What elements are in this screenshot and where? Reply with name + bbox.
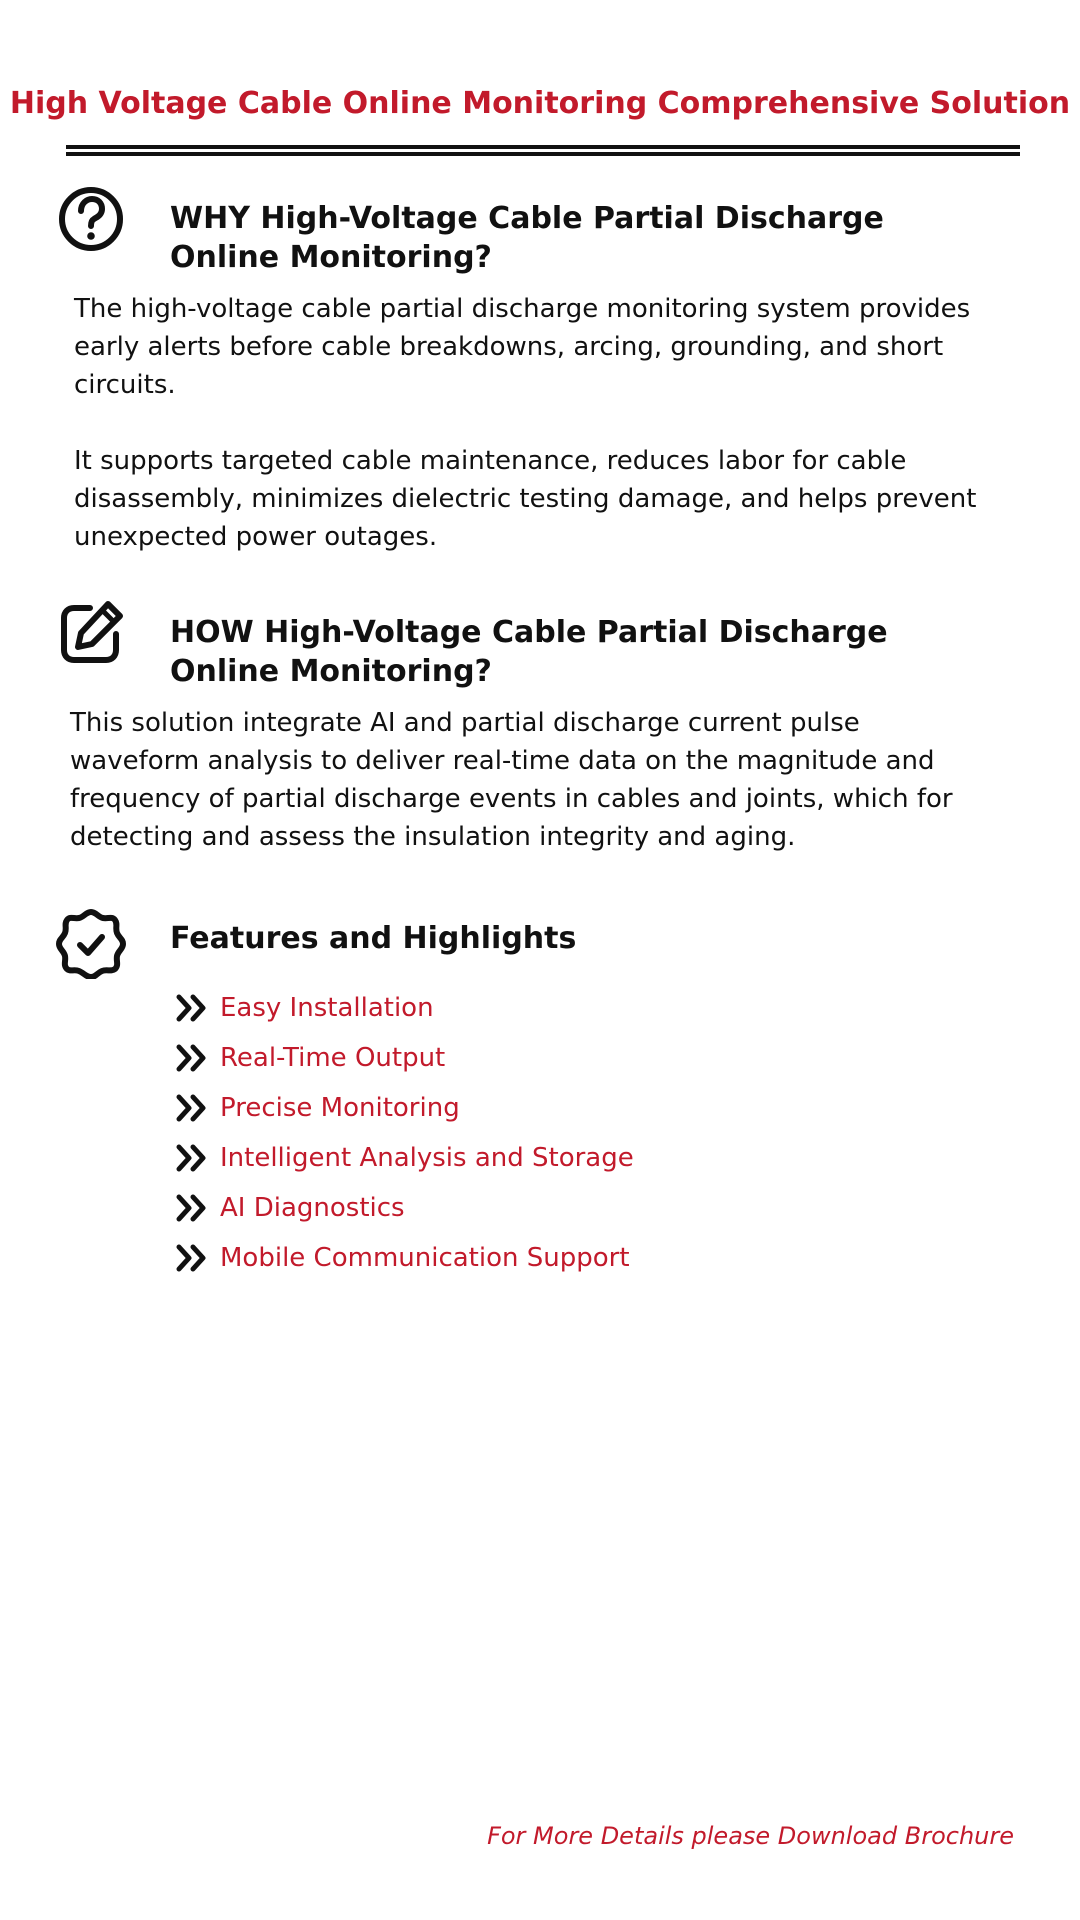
why-paragraph-1: The high-voltage cable partial discharge monitoring system provides early alerts before cable breakdowns, arcing, grounding, and short circuits. <box>74 294 971 400</box>
feature-label: Easy Installation <box>220 993 434 1023</box>
features-list <box>176 983 634 1283</box>
edit-pencil-icon <box>56 598 126 668</box>
double-chevron-right-icon <box>176 993 210 1023</box>
double-chevron-right-icon <box>176 1043 210 1073</box>
feature-item <box>176 983 634 1033</box>
page-title: High Voltage Cable Online Monitoring Comprehensive Solution <box>9 86 1071 121</box>
why-paragraph-2: It supports targeted cable maintenance, reduces labor for cable disassembly, minimizes dielectric testing damage, and helps prevent unexpected power outages. <box>74 446 977 552</box>
download-brochure-link[interactable]: For More Details please Download Brochure <box>487 1822 1014 1850</box>
double-chevron-right-icon <box>176 1243 210 1273</box>
feature-item <box>176 1033 634 1083</box>
feature-item <box>176 1083 634 1133</box>
double-chevron-right-icon <box>176 1193 210 1223</box>
feature-label: Mobile Communication Support <box>220 1243 630 1273</box>
double-chevron-right-icon <box>176 1143 210 1173</box>
why-heading: WHY High-Voltage Cable Partial Discharge Online Monitoring? <box>170 201 884 275</box>
features-heading: Features and Highlights <box>170 921 577 956</box>
feature-label: Intelligent Analysis and Storage <box>220 1143 634 1173</box>
feature-label: Precise Monitoring <box>220 1093 460 1123</box>
how-paragraph: This solution integrate AI and partial discharge current pulse waveform analysis to deliver real-time data on the magnitude and frequency of partial discharge events in cables and joints, which for detecting and assess the insulation integrity and aging. <box>70 708 953 852</box>
feature-label: AI Diagnostics <box>220 1193 405 1223</box>
feature-item <box>176 1233 634 1283</box>
feature-item <box>176 1183 634 1233</box>
feature-item <box>176 1133 634 1183</box>
title-divider-top <box>66 145 1020 149</box>
how-heading: HOW High-Voltage Cable Partial Discharge Online Monitoring? <box>170 615 888 689</box>
double-chevron-right-icon <box>176 1093 210 1123</box>
question-circle-icon <box>56 184 126 254</box>
feature-label: Real-Time Output <box>220 1043 446 1073</box>
verified-badge-icon <box>56 909 126 979</box>
title-divider-bottom <box>66 152 1020 156</box>
